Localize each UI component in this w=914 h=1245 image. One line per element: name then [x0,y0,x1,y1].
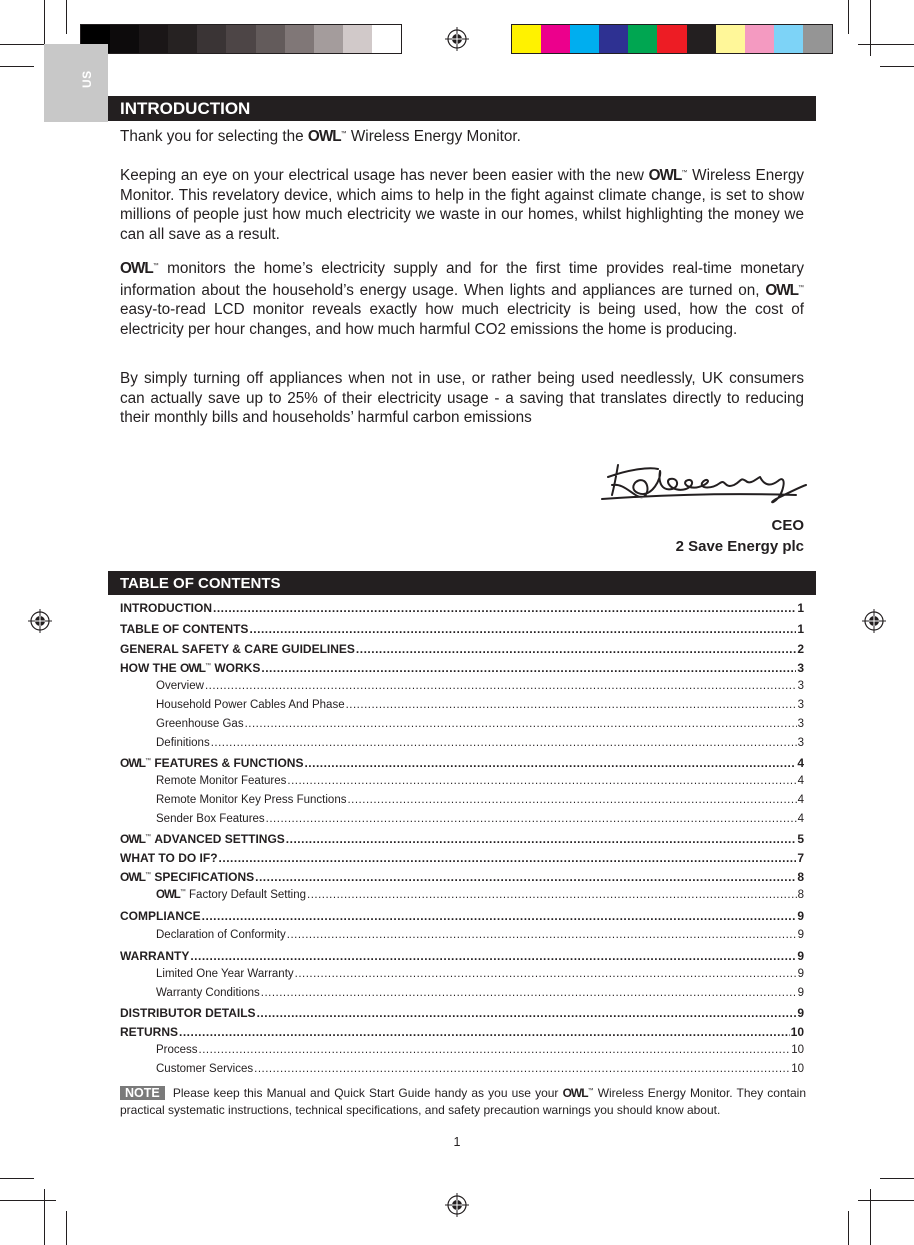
crop-mark [66,0,67,34]
intro-text: Keeping an eye on your electrical usage has never been easier with the new [120,167,644,185]
toc-subentry[interactable]: Customer Services ..... 10 [120,1063,804,1075]
grayscale-swatch [314,25,343,53]
grayscale-swatch [226,25,255,53]
grayscale-swatch [168,25,197,53]
process-color-swatch [541,25,570,53]
crop-mark [0,1178,34,1179]
owl-logo: OWL™ [562,1086,594,1100]
intro-text: Thank you for selecting the [120,128,304,146]
owl-logo: OWL™ [120,260,159,278]
toc-entry[interactable]: DISTRIBUTOR DETAILS ..... 9 [120,1006,804,1020]
toc-entry[interactable]: COMPLIANCE ..... 9 [120,909,804,923]
toc-subentry[interactable]: Warranty Conditions ..... 9 [120,987,804,999]
grayscale-swatch [343,25,372,53]
owl-logo: OWL™ [120,870,151,884]
process-color-swatch [628,25,657,53]
owl-logo: OWL™ [156,889,186,901]
signature-block [676,515,804,557]
grayscale-color-bar [80,24,402,54]
crop-mark [880,66,914,67]
toc-subentry[interactable]: Remote Monitor Key Press Functions ..... 4 [120,794,804,806]
grayscale-swatch [197,25,226,53]
crop-mark [858,1200,914,1201]
process-color-swatch [570,25,599,53]
owl-logo: OWL™ [307,128,347,146]
intro-paragraph-1 [120,125,804,147]
signatory-company: 2 Save Energy plc [675,538,804,555]
toc-entry[interactable]: HOW THE OWL™ WORKS ..... 3 [120,661,804,675]
toc-entry[interactable]: INTRODUCTION ..... 1 [120,601,804,615]
crop-mark [858,44,914,45]
registration-mark-icon [445,1193,469,1217]
toc-entry[interactable]: WHAT TO DO IF? ..... 7 [120,851,804,865]
toc-entry[interactable]: WARRANTY ..... 9 [120,949,804,963]
registration-mark-icon [445,27,469,51]
process-color-swatch [512,25,541,53]
language-side-tab [44,44,108,122]
crop-mark [0,66,34,67]
toc-entry[interactable]: OWL™ FEATURES & FUNCTIONS ..... 4 [120,756,804,770]
toc-subentry[interactable]: Remote Monitor Features ..... 4 [120,775,804,787]
table-of-contents-heading: TABLE OF CONTENTS [108,571,816,595]
note-paragraph [120,1083,806,1118]
page-number: 1 [453,1135,461,1149]
intro-text: monitors the home’s electricity supply and for the first time provides real-time monetary information about the household’s energy usage. When lights and appliances are turned on, [120,260,805,299]
language-tab-label: US [80,70,94,88]
toc-subentry[interactable]: Greenhouse Gas ..... 3 [120,718,804,730]
signatory-title: CEO [771,517,804,534]
crop-mark [44,1189,45,1245]
introduction-heading: INTRODUCTION [108,96,816,121]
crop-mark [870,0,871,56]
note-text: Wireless Energy Monitor. They contain practical systematic instructions, technical specifications, and safety precaution warnings you should know about. [120,1086,807,1117]
intro-text: Wireless Energy Monitor. This revelatory device, which aims to help in the fight against climate change, is set to show millions of people just how much electricity we waste in our homes, whilst highlighting the money we can all save as a result. [120,167,805,243]
owl-logo: OWL™ [648,167,688,185]
note-tag: NOTE [120,1086,165,1100]
toc-entry[interactable]: RETURNS ..... 10 [120,1025,804,1039]
process-color-swatch [716,25,745,53]
registration-mark-icon [862,609,886,633]
process-color-swatch [657,25,686,53]
registration-mark-icon [28,609,52,633]
intro-paragraph-3 [120,257,804,339]
toc-subentry[interactable]: Sender Box Features ..... 4 [120,813,804,825]
process-color-swatch [745,25,774,53]
grayscale-swatch [256,25,285,53]
intro-text: Wireless Energy Monitor. [350,128,521,146]
crop-mark [880,1178,914,1179]
process-color-bar [511,24,833,54]
intro-paragraph-4: By simply turning off appliances when not in use, or rather being used needlessly, UK consumers can actually save up to 25% of their electricity usage - a saving that translates directly to reducing their monthly bills and households’ harmful carbon emissions [120,370,804,426]
crop-mark [848,1211,849,1245]
owl-logo: OWL™ [180,661,212,675]
crop-mark [66,1211,67,1245]
grayscale-swatch [110,25,139,53]
note-text: Please keep this Manual and Quick Start Guide handy as you use your [172,1086,559,1100]
toc-entry[interactable]: GENERAL SAFETY & CARE GUIDELINES ..... 2 [120,642,804,656]
intro-text: easy-to-read LCD monitor reveals exactly how much electricity is being used, how the cost of electricity per hour changes, and how much harmful CO2 emissions the home is producing. [120,301,804,338]
crop-mark [0,1200,56,1201]
toc-subentry[interactable]: Process ..... 10 [120,1044,804,1056]
intro-paragraph-2 [120,164,804,244]
toc-entry[interactable]: OWL™ ADVANCED SETTINGS ..... 5 [120,832,804,846]
crop-mark [848,0,849,34]
process-color-swatch [774,25,803,53]
grayscale-swatch [139,25,168,53]
toc-subentry[interactable]: OWL™ Factory Default Setting ..... 8 [120,889,804,901]
crop-mark [870,1189,871,1245]
toc-subentry[interactable]: Definitions ..... 3 [120,737,804,749]
process-color-swatch [803,25,832,53]
grayscale-swatch [372,25,401,53]
toc-subentry[interactable]: Declaration of Conformity ..... 9 [120,929,804,941]
process-color-swatch [599,25,628,53]
toc-subentry[interactable]: Overview ..... 3 [120,680,804,692]
toc-subentry[interactable]: Limited One Year Warranty ..... 9 [120,968,804,980]
owl-logo: OWL™ [765,281,804,299]
owl-logo: OWL™ [120,756,151,770]
grayscale-swatch [285,25,314,53]
owl-logo: OWL™ [120,832,151,846]
toc-entry[interactable]: TABLE OF CONTENTS ..... 1 [120,622,804,636]
toc-subentry[interactable]: Household Power Cables And Phase ..... 3 [120,699,804,711]
process-color-swatch [687,25,716,53]
toc-entry[interactable]: OWL™ SPECIFICATIONS ..... 8 [120,870,804,884]
ceo-signature-image [600,455,810,510]
